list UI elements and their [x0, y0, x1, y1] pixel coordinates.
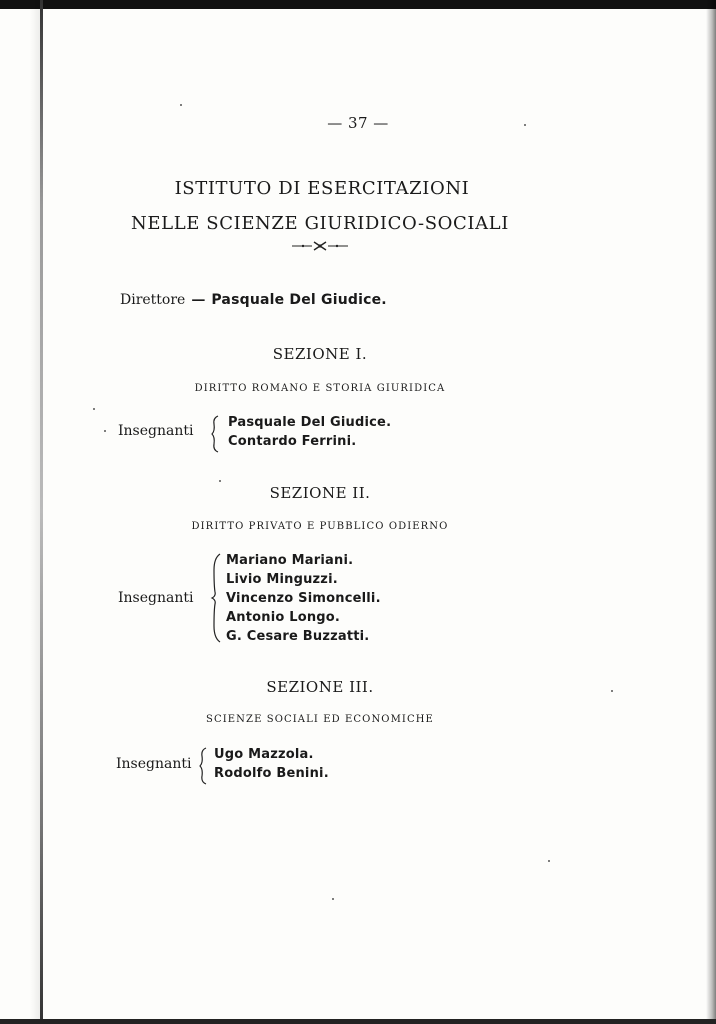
scan-speck — [548, 860, 550, 862]
section-2-heading: SEZIONE II. — [269, 484, 371, 502]
section-1-subject: DIRITTO ROMANO E STORIA GIURIDICA — [194, 383, 446, 394]
scan-edge-bottom — [0, 1019, 716, 1024]
teacher-name: Antonio Longo. — [226, 610, 341, 625]
section-3-subject: SCIENZE SOCIALI ED ECONOMICHE — [206, 714, 434, 725]
title-line-1: ISTITUTO DI ESERCITAZIONI — [174, 178, 470, 199]
scan-speck — [332, 898, 334, 900]
teacher-name: G. Cesare Buzzatti. — [226, 629, 370, 644]
director-dash: — — [191, 292, 206, 308]
section-1-teacher-list — [228, 413, 391, 451]
teacher-name: Pasquale Del Giudice. — [228, 415, 392, 430]
scan-speck — [93, 408, 95, 410]
section-3-brace — [198, 746, 208, 786]
director-name: Pasquale Del Giudice. — [211, 292, 387, 308]
teacher-name: Ugo Mazzola. — [214, 747, 314, 762]
teacher-name: Vincenzo Simoncelli. — [226, 591, 381, 606]
section-2-subject: DIRITTO PRIVATO E PUBBLICO ODIERNO — [191, 521, 449, 532]
scan-speck — [611, 690, 613, 692]
director-label: Direttore — [120, 292, 186, 308]
section-3-heading: SEZIONE III. — [266, 678, 374, 696]
section-1-teachers-label: Insegnanti — [118, 423, 194, 439]
teacher-name: Rodolfo Benini. — [214, 766, 329, 781]
title-ornament-divider — [290, 239, 350, 253]
section-1-heading: SEZIONE I. — [272, 345, 368, 363]
scan-edge-top — [0, 0, 716, 9]
scan-speck — [524, 124, 526, 126]
scan-speck — [104, 430, 106, 432]
section-2-teachers-label: Insegnanti — [118, 590, 194, 606]
scan-edge-left — [40, 0, 43, 1024]
teacher-name: Mariano Mariani. — [226, 553, 354, 568]
section-2-brace — [210, 552, 222, 644]
section-2-teacher-list — [226, 551, 381, 646]
director-row — [120, 292, 387, 308]
scan-speck — [219, 480, 221, 482]
teacher-name: Contardo Ferrini. — [228, 434, 357, 449]
section-3-teacher-list — [214, 745, 329, 783]
teacher-name: Livio Minguzzi. — [226, 572, 338, 587]
title-line-2: NELLE SCIENZE GIURIDICO-SOCIALI — [131, 213, 509, 234]
page-number: — 37 — — [327, 114, 389, 132]
scan-speck — [180, 104, 182, 106]
section-1-brace — [210, 414, 220, 454]
section-3-teachers-label: Insegnanti — [116, 756, 192, 772]
scan-edge-right — [706, 0, 716, 1024]
